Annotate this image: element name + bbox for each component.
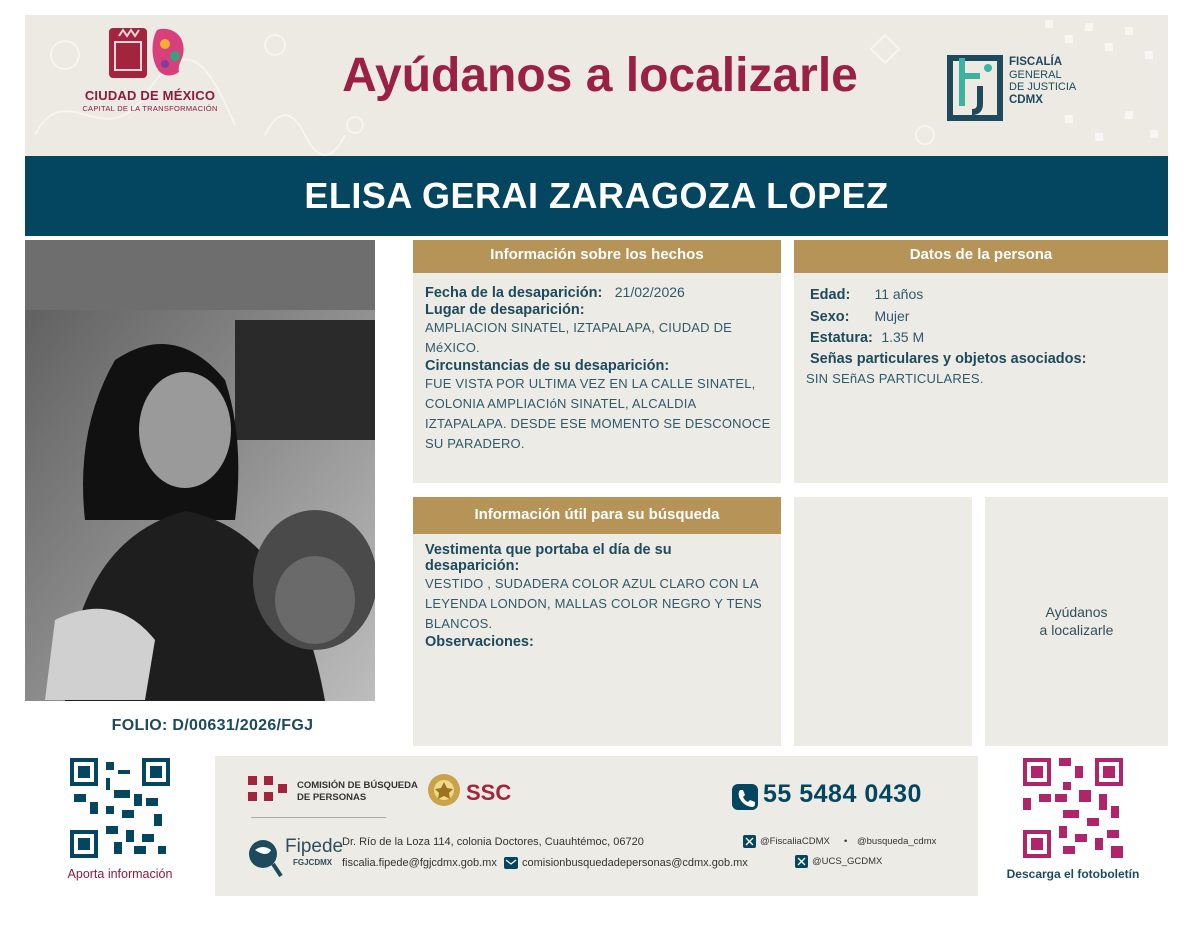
social-ucs[interactable]: @UCS_GCDMX — [812, 856, 883, 867]
cdmx-emblem-icon — [105, 22, 195, 84]
fgj-emblem-icon — [944, 52, 1006, 124]
circunstancias-line-3: IZTAPALAPA. DESDE ESE MOMENTO SE DESCONOCE — [425, 416, 771, 431]
phone-icon — [732, 784, 758, 810]
social-fiscalia[interactable]: @FiscaliaCDMX — [760, 836, 830, 847]
busqueda-title: Información útil para su búsqueda — [413, 497, 781, 534]
circunstancias-line-1: FUE VISTA POR ULTIMA VEZ EN LA CALLE SINATEL, — [425, 376, 756, 391]
social-busqueda[interactable]: @busqueda_cdmx — [857, 836, 937, 847]
estatura-value: 1.35 M — [881, 329, 925, 345]
observaciones-label: Observaciones: — [425, 634, 534, 650]
lugar-label: Lugar de desaparición: — [425, 302, 585, 318]
person-photo — [25, 240, 375, 701]
email-comision[interactable]: comisionbusquedadepersonas@cdmx.gob.mx — [522, 857, 748, 869]
estatura-label: Estatura: — [810, 330, 873, 346]
fecha-label: Fecha de la desaparición: — [425, 285, 603, 301]
sexo-value: Mujer — [874, 307, 910, 324]
email-fipede[interactable]: fiscalia.fipede@fgjcdmx.gob.mx — [342, 857, 497, 869]
vestimenta-label-1: Vestimenta que portaba el día de su — [425, 542, 672, 558]
circunstancias-label: Circunstancias de su desaparición: — [425, 358, 670, 374]
fgj-line-2: GENERAL — [1009, 68, 1062, 81]
phone-number[interactable]: 55 5484 0430 — [763, 780, 922, 808]
comision-line-1: COMISIÓN DE BÚSQUEDA — [297, 780, 418, 791]
x-social-icon — [743, 835, 756, 848]
persona-panel — [794, 240, 1168, 483]
ssc-text: SSC — [466, 780, 512, 805]
busqueda-panel — [413, 497, 781, 746]
hechos-title: Información sobre los hechos — [413, 240, 781, 273]
vestimenta-line-2: LEYENDA LONDON, MALLAS COLOR NEGRO Y TENS — [425, 596, 762, 611]
circunstancias-line-2: COLONIA AMPLIACIóN SINATEL, ALCALDIA — [425, 396, 697, 411]
fipede-name: Fipede — [285, 836, 344, 857]
lugar-line-2: MéXICO. — [425, 340, 480, 355]
qr-code-icon[interactable] — [70, 758, 170, 858]
qr-code-fotoboletin-icon[interactable] — [1023, 758, 1123, 858]
comision-text — [297, 780, 418, 804]
vestimenta-line-3: BLANCOS. — [425, 616, 493, 631]
cdmx-logo — [80, 22, 220, 134]
fgj-line-3: DE JUSTICIA — [1009, 81, 1077, 93]
email-icon — [504, 857, 518, 869]
cdmx-name: CIUDAD DE MÉXICO — [84, 88, 216, 103]
lugar-line-1: AMPLIACION SINATEL, IZTAPALAPA, CIUDAD DE — [425, 320, 733, 335]
photo-placeholder — [25, 240, 375, 701]
edad-label: Edad: — [810, 287, 851, 303]
circunstancias-line-4: SU PARADERO. — [425, 436, 525, 451]
address: Dr. Río de la Loza 114, colonia Doctores, Cuauhtémoc, 06720 — [342, 836, 644, 848]
persona-title: Datos de la persona — [794, 240, 1168, 273]
senas-label: Señas particulares y objetos asociados: — [810, 350, 1087, 367]
fipede-logo-icon — [247, 838, 283, 878]
sexo-label: Sexo: — [810, 308, 850, 325]
senas-value: SIN SEñAS PARTICULARES. — [806, 371, 984, 386]
contact-box — [215, 756, 978, 896]
ssc-badge-icon — [426, 772, 462, 808]
right-qr-caption: Descarga el fotoboletín — [1006, 867, 1140, 881]
person-name: ELISA GERAI ZARAGOZA LOPEZ — [25, 156, 1168, 236]
fgj-logo — [944, 32, 1124, 132]
ayudanos-line-2: a localizarle — [1039, 622, 1114, 638]
fgj-text — [1009, 56, 1076, 106]
x-social-icon-2 — [795, 855, 808, 868]
fipede-sub: FGJCDMX — [293, 858, 333, 867]
ayudanos-line-1: Ayúdanos — [1045, 604, 1108, 620]
vestimenta-label-2: desaparición: — [425, 558, 520, 574]
social-separator: • — [844, 836, 848, 847]
comision-line-2: DE PERSONAS — [297, 792, 367, 803]
right-qr-block[interactable] — [1003, 758, 1143, 881]
edad-value: 11 años — [874, 286, 924, 302]
left-qr-block[interactable] — [45, 758, 195, 881]
fgj-line-4: CDMX — [1009, 93, 1043, 106]
comision-logo-icon — [248, 776, 290, 806]
divider — [251, 817, 386, 818]
hechos-panel — [413, 240, 781, 483]
ayudanos-box — [985, 497, 1168, 746]
vestimenta-line-1: VESTIDO , SUDADERA COLOR AZUL CLARO CON LA — [425, 576, 759, 591]
cdmx-subtitle: CAPITAL DE LA TRANSFORMACIÓN — [82, 104, 218, 113]
page-headline: Ayúdanos a localizarle — [342, 49, 858, 102]
empty-panel — [794, 497, 972, 746]
folio-number: FOLIO: D/00631/2026/FGJ — [25, 706, 400, 746]
fgj-line-1: FISCALÍA — [1009, 56, 1063, 68]
left-qr-caption: Aporta información — [67, 867, 173, 881]
fecha-value: 21/02/2026 — [614, 284, 685, 300]
